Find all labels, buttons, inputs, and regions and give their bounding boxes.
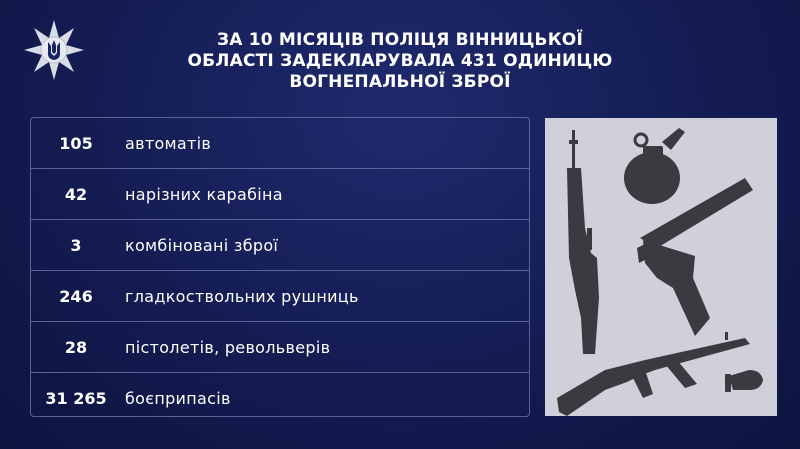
police-star-trident-icon [22,18,86,82]
row-number: 105 [59,133,93,153]
police-logo [22,18,86,82]
table-row [31,373,529,423]
table-row [31,322,529,373]
row-number: 31 265 [45,388,107,408]
row-label: комбіновані зброї [125,235,279,255]
row-label: автоматів [125,133,212,153]
rifle-icon [567,130,599,354]
row-label: гладкоствольних рушниць [125,286,359,306]
title-line-3: ВОГНЕПАЛЬНОЇ ЗБРОЇ [289,72,511,92]
table-row [31,118,529,169]
table-row [31,169,529,220]
row-label: пістолетів, револьверів [125,337,331,357]
row-number: 28 [64,337,88,357]
row-label: нарізних карабіна [125,184,283,204]
row-number: 246 [59,286,93,306]
title-line-1: ЗА 10 МІСЯЦІВ ПОЛІЦЯ ВІННИЦЬКОЇ [217,30,583,50]
weapons-illustration-svg [545,118,777,416]
title-line-2: ОБЛАСТІ ЗАДЕКЛАРУВАЛА 431 ОДИНИЦЮ [187,51,613,71]
row-label: боєприпасів [125,388,231,408]
table-row [31,220,529,271]
weapons-table [30,117,530,417]
page-title [120,30,680,93]
row-number: 3 [70,235,82,255]
bullet-icon [725,370,763,392]
weapons-illustration [545,118,777,416]
row-number: 42 [64,184,88,204]
grenade-icon [624,128,685,204]
table-row [31,271,529,322]
